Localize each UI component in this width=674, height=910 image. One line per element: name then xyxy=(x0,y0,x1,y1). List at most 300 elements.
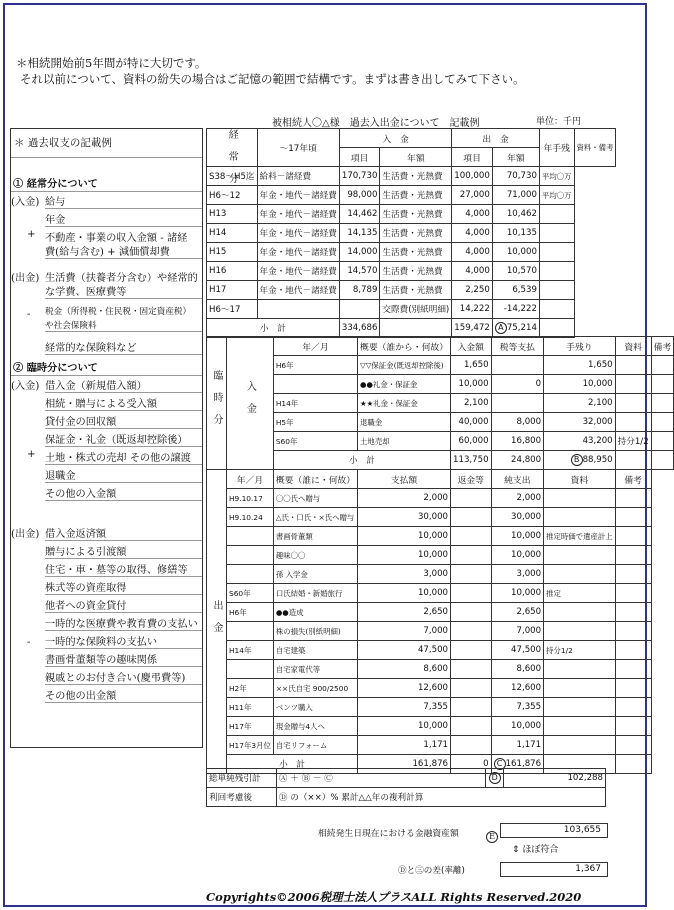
desc-cell: ベンツ購入 xyxy=(273,698,357,717)
note-cell xyxy=(539,300,574,319)
amount-cell: 8,600 xyxy=(358,660,451,679)
tax-cell: 0 xyxy=(491,375,544,394)
amount-cell: 2,650 xyxy=(358,603,451,622)
temp-in-item: 土地・株式の売却 その他の譲渡 xyxy=(45,449,202,465)
note-cell xyxy=(615,584,651,603)
net-cell: 10,000 xyxy=(544,375,616,394)
return-cell xyxy=(451,717,492,736)
out-item-cell: 生活費・光熱費 xyxy=(380,281,452,300)
in-col-header: 年／月 xyxy=(273,337,357,356)
temp-in-item: 相続・贈与による受入額 xyxy=(45,395,202,411)
doc-cell: 推定時価で遺産計上 xyxy=(544,527,616,546)
net-cell: 3,000 xyxy=(491,565,544,584)
note-cell xyxy=(539,262,574,281)
regular-row xyxy=(207,186,616,205)
net-cell: 10,000 xyxy=(491,546,544,565)
sheet-title: 被相続人〇△様 過去入出金について 記載例 xyxy=(272,118,480,129)
date-cell: H17年 xyxy=(227,717,274,736)
date-cell xyxy=(227,660,274,679)
amount-cell: 12,600 xyxy=(358,679,451,698)
out-amount-cell: 14,222 xyxy=(452,300,493,319)
out-amount-cell: 4,000 xyxy=(452,262,493,281)
desc-cell: 孫 入学金 xyxy=(273,565,357,584)
note-cell xyxy=(651,413,674,432)
empty-cell xyxy=(615,451,651,470)
temp-out-row xyxy=(207,527,674,546)
date-cell: H11年 xyxy=(227,698,274,717)
amount-cell: 10,000 xyxy=(358,584,451,603)
out-amount-cell: 4,000 xyxy=(452,224,493,243)
desc-cell: 〇〇氏へ贈与 xyxy=(273,489,357,508)
out-amount-cell: 100,000 xyxy=(452,167,493,186)
temp-out-item: 親戚とのお付き合い(慶弔費等) xyxy=(45,669,202,685)
temp-out-row xyxy=(207,603,674,622)
out-col-header: 返金等 xyxy=(451,470,492,489)
example-legend-panel xyxy=(10,128,203,748)
doc-cell xyxy=(544,736,616,755)
out-mark-1: (出金) xyxy=(11,273,40,284)
doc-cell: 持分1/2 xyxy=(544,641,616,660)
regular-subtotal-out: 159,472 xyxy=(452,319,493,338)
note-cell xyxy=(651,356,674,375)
temp-out-row xyxy=(207,736,674,755)
out-col-header: 年／月 xyxy=(227,470,274,489)
regular-row xyxy=(207,300,616,319)
doc-cell xyxy=(544,679,616,698)
net-cell: -14,222 xyxy=(492,300,539,319)
note-cell xyxy=(615,489,651,508)
temp-in-item: 借入金（新規借入額） xyxy=(45,377,202,393)
temp-in-item: 退職金 xyxy=(45,467,202,483)
doc-cell xyxy=(544,698,616,717)
amount-cell: 10,000 xyxy=(358,546,451,565)
temp-out-subtotal-label: 小 計 xyxy=(227,755,358,774)
in-item-cell: 年金・地代－諸経費 xyxy=(257,205,339,224)
temp-out-row xyxy=(207,489,674,508)
net-cell: 30,000 xyxy=(491,508,544,527)
out-amount-cell: 27,000 xyxy=(452,186,493,205)
net-cell: 47,500 xyxy=(491,641,544,660)
desc-cell: 書画骨董類 xyxy=(273,527,357,546)
note-cell xyxy=(615,660,651,679)
regular-table xyxy=(206,128,616,338)
note-header: 資料・備考 xyxy=(574,129,616,167)
amount-cell: 10,000 xyxy=(358,717,451,736)
date-cell: H9.10.17 xyxy=(227,489,274,508)
date-cell: H14年 xyxy=(273,394,357,413)
mark-b: B xyxy=(571,454,583,466)
net-header: 年手残 xyxy=(539,129,574,167)
in-amount-cell: 14,135 xyxy=(339,224,380,243)
temp-out-row xyxy=(207,622,674,641)
net-cell: 10,000 xyxy=(491,717,544,736)
temp-out-row xyxy=(207,660,674,679)
period-cell: H16 xyxy=(207,262,258,281)
note-cell xyxy=(615,603,651,622)
date-cell: H6年 xyxy=(227,603,274,622)
mark-c: C xyxy=(494,758,506,770)
doc-cell: 推定 xyxy=(544,584,616,603)
regular-row xyxy=(207,243,616,262)
after-yield-formula: Ⓓ の（××）% 累計△△年の複利計算 xyxy=(276,788,605,807)
doc-cell xyxy=(544,717,616,736)
return-cell xyxy=(451,679,492,698)
temp-out-row xyxy=(207,717,674,736)
in-item-header: 項目 xyxy=(339,148,380,167)
out-item-cell: 生活費・光熱費 xyxy=(380,186,452,205)
legend-heading: ＊ 過去収支の記載例 xyxy=(14,137,112,149)
return-cell xyxy=(451,622,492,641)
difference-label: Ⓓと㊂の差(率離) xyxy=(398,866,465,876)
date-cell: S60年 xyxy=(227,584,274,603)
temp-out-subtotal-return: 0 xyxy=(451,755,492,774)
amount-cell: 2,100 xyxy=(451,394,492,413)
net-cell: 70,730 xyxy=(492,167,539,186)
out-amount-cell: 2,250 xyxy=(452,281,493,300)
temp-in-row xyxy=(207,432,674,451)
period-cell: H15 xyxy=(207,243,258,262)
return-cell xyxy=(451,508,492,527)
plus-sign: + xyxy=(27,229,36,240)
temp-in-row xyxy=(207,413,674,432)
regular-out-item: 経常的な保険料など xyxy=(45,339,202,355)
desc-cell: 自宅家電代等 xyxy=(273,660,357,679)
temp-out-row xyxy=(207,508,674,527)
return-cell xyxy=(451,698,492,717)
minus-sign: - xyxy=(27,309,31,320)
return-cell xyxy=(451,660,492,679)
note-cell xyxy=(615,679,651,698)
date-cell xyxy=(273,375,357,394)
temp-out-item: 借入金返済額 xyxy=(45,525,202,541)
temp-out-row xyxy=(207,584,674,603)
date-cell: H5年 xyxy=(273,413,357,432)
period-cell: H13 xyxy=(207,205,258,224)
net-cell: 10,462 xyxy=(492,205,539,224)
minus-sign: - xyxy=(27,637,31,648)
temp-in-subtotal-amount: 113,750 xyxy=(451,451,492,470)
desc-cell: 退職金 xyxy=(358,413,451,432)
temp-out-item: 他者への資金貸付 xyxy=(45,597,202,613)
amount-cell: 7,000 xyxy=(358,622,451,641)
note-cell xyxy=(615,641,651,660)
net-cell: 32,000 xyxy=(544,413,616,432)
temp-out-row xyxy=(207,679,674,698)
in-amount-cell xyxy=(339,300,380,319)
regular-row xyxy=(207,281,616,300)
in-amount-cell: 14,462 xyxy=(339,205,380,224)
tax-cell xyxy=(491,356,544,375)
temp-out-item: その他の出金額 xyxy=(45,687,202,703)
section-temporary: ② 臨時分について xyxy=(13,362,98,374)
date-cell xyxy=(227,565,274,584)
out-amount-cell: 4,000 xyxy=(452,205,493,224)
date-cell xyxy=(227,546,274,565)
net-cell: 1,650 xyxy=(544,356,616,375)
desc-cell: 土地売却 xyxy=(358,432,451,451)
in-side-label: 入金 xyxy=(227,337,274,470)
total-simple-label: 総単純残引計 xyxy=(207,769,277,788)
return-cell xyxy=(451,584,492,603)
return-cell xyxy=(451,527,492,546)
return-cell xyxy=(451,565,492,584)
temp-out-subtotal-amount: 161,876 xyxy=(358,755,451,774)
amount-cell: 30,000 xyxy=(358,508,451,527)
in-col-header: 備考 xyxy=(651,337,674,356)
doc-cell: 持分1/2 xyxy=(615,432,651,451)
note-cell xyxy=(615,508,651,527)
temp-out-item: 一時的な医療費や教育費の支払い xyxy=(45,615,202,631)
desc-cell: ●●造成 xyxy=(273,603,357,622)
net-cell: 12,600 xyxy=(491,679,544,698)
temporary-table xyxy=(206,336,674,774)
empty-cell xyxy=(615,755,651,774)
in-col-header: 概要（誰から・何故） xyxy=(358,337,451,356)
return-cell xyxy=(451,641,492,660)
regular-in-item: 給与 xyxy=(45,193,202,209)
regular-row xyxy=(207,205,616,224)
out-amount-header: 年額 xyxy=(492,148,539,167)
out-item-cell: 生活費・光熱費 xyxy=(380,167,452,186)
amount-cell: 60,000 xyxy=(451,432,492,451)
in-col-header: 手残り xyxy=(544,337,616,356)
regular-in-item: 不動産・事業の収入金額 - 諸経 xyxy=(45,233,188,244)
out-item-cell: 生活費・光熱費 xyxy=(380,243,452,262)
date-cell xyxy=(227,527,274,546)
period-cell: H6～17 xyxy=(207,300,258,319)
mark-e: E xyxy=(486,831,498,843)
total-formula: Ⓐ ＋ Ⓑ － Ⓒ xyxy=(276,769,485,788)
mark-a: A xyxy=(495,322,507,334)
doc-cell xyxy=(544,489,616,508)
amount-cell: 1,171 xyxy=(358,736,451,755)
note-cell xyxy=(615,546,651,565)
out-col-header: 資料 xyxy=(544,470,616,489)
desc-cell: 自宅リフォーム xyxy=(273,736,357,755)
temp-in-row xyxy=(207,356,674,375)
note-line-1: ＊相続開始前5年間が特に大切です。 xyxy=(16,56,207,70)
regular-out-item: や社会保険料 xyxy=(45,319,202,332)
in-amount-cell: 8,789 xyxy=(339,281,380,300)
in-item-cell: 年金・地代－諸経費 xyxy=(257,243,339,262)
doc-cell xyxy=(544,622,616,641)
empty-cell xyxy=(651,451,674,470)
net-cell: 1,171 xyxy=(491,736,544,755)
regular-out-item: な学費、医療費等 xyxy=(45,283,202,299)
in-mark-1: (入金) xyxy=(11,197,40,208)
amount-cell: 7,355 xyxy=(358,698,451,717)
net-cell: 43,200 xyxy=(544,432,616,451)
period-cell: H14 xyxy=(207,224,258,243)
temp-in-item: 保証金・礼金（既返却控除後） xyxy=(45,431,202,447)
mark-d: D xyxy=(489,772,501,784)
net-cell: 6,539 xyxy=(492,281,539,300)
out-col-header: 概要（誰に・何故） xyxy=(273,470,357,489)
period-cell: S38～H5迄 xyxy=(207,167,258,186)
out-item-cell: 生活費・光熱費 xyxy=(380,224,452,243)
return-cell xyxy=(451,603,492,622)
regular-row xyxy=(207,262,616,281)
desc-cell: ▽▽保証金(既返却控除後) xyxy=(358,356,451,375)
note-cell xyxy=(615,698,651,717)
period-cell: H17 xyxy=(207,281,258,300)
in-amount-header: 年額 xyxy=(380,148,452,167)
temp-in-row xyxy=(207,375,674,394)
note-cell xyxy=(615,527,651,546)
amount-cell: 10,000 xyxy=(358,527,451,546)
doc-cell xyxy=(615,394,651,413)
temp-out-item: 書画骨董類等の趣味関係 xyxy=(45,651,202,667)
copyright: Copyrights©2006税理士法人プラスALL Rights Reserved.2020 xyxy=(206,890,582,904)
mark-e-wrap xyxy=(486,824,498,843)
in-col-header: 資料 xyxy=(615,337,651,356)
in-amount-cell: 98,000 xyxy=(339,186,380,205)
in-amount-cell: 14,570 xyxy=(339,262,380,281)
in-item-cell: 年金・地代－諸経費 xyxy=(257,281,339,300)
temp-out-item: 一時的な保険料の支払い xyxy=(45,633,202,649)
in-item-cell xyxy=(257,300,339,319)
temp-out-row xyxy=(207,641,674,660)
regular-in-item: 費(給与含む) + 減価償却費 xyxy=(45,243,202,259)
net-cell: 10,000 xyxy=(492,243,539,262)
doc-cell xyxy=(615,375,651,394)
note-cell xyxy=(651,375,674,394)
in-col-header: 税等支払 xyxy=(491,337,544,356)
temp-in-item: その他の入金額 xyxy=(45,485,202,501)
temp-in-row xyxy=(207,394,674,413)
amount-cell: 47,500 xyxy=(358,641,451,660)
note-line-2: それ以前について、資料の紛失の場合はご記憶の範囲で結構です。まずは書き出してみて下さい。 xyxy=(20,72,525,86)
after-yield-label: 利回考慮後 xyxy=(207,788,277,807)
temp-out-row xyxy=(207,546,674,565)
in-amount-cell: 14,000 xyxy=(339,243,380,262)
regular-row xyxy=(207,167,616,186)
out-col-header: 支払額 xyxy=(358,470,451,489)
tax-cell: 8,000 xyxy=(491,413,544,432)
temp-out-item: 株式等の資産取得 xyxy=(45,579,202,595)
approx-match: ⇕ ほぼ符合 xyxy=(512,845,559,855)
tax-cell: 16,800 xyxy=(491,432,544,451)
out-col-header: 備考 xyxy=(615,470,651,489)
net-cell: 71,000 xyxy=(492,186,539,205)
note-cell xyxy=(615,622,651,641)
return-cell xyxy=(451,546,492,565)
net-cell: 7,355 xyxy=(491,698,544,717)
financial-assets-label: 相続発生日現在における金融資産額 xyxy=(318,829,459,839)
out-item-cell: 交際費(別紙明細) xyxy=(380,300,452,319)
desc-cell: △氏・口氏・×氏へ贈与 xyxy=(273,508,357,527)
doc-cell xyxy=(615,356,651,375)
financial-assets-value: 103,655 xyxy=(500,823,608,838)
regular-subtotal-label: 小 計 xyxy=(207,319,340,338)
regular-in-item: 年金 xyxy=(45,211,202,227)
out-header: 出 金 xyxy=(452,129,540,148)
note-cell xyxy=(615,565,651,584)
temp-in-subtotal-tax: 24,800 xyxy=(491,451,544,470)
desc-cell: ●●礼金・保証金 xyxy=(358,375,451,394)
out-item-cell: 生活費・光熱費 xyxy=(380,205,452,224)
section-regular: ① 経常分について xyxy=(13,178,98,190)
note-cell xyxy=(651,432,674,451)
out-amount-cell: 4,000 xyxy=(452,243,493,262)
doc-cell xyxy=(544,660,616,679)
temporary-side-label: 臨時分 xyxy=(207,337,227,470)
net-cell: 8,600 xyxy=(491,660,544,679)
net-cell: 7,000 xyxy=(491,622,544,641)
amount-cell: 1,650 xyxy=(451,356,492,375)
regular-subtotal-in: 334,686 xyxy=(339,319,380,338)
return-cell xyxy=(451,489,492,508)
temp-out-item: 住宅・車・墓等の取得、修繕等 xyxy=(45,561,202,577)
net-cell: 2,650 xyxy=(491,603,544,622)
out-item-header: 項目 xyxy=(452,148,493,167)
date-cell: S60年 xyxy=(273,432,357,451)
date-cell xyxy=(227,622,274,641)
regular-out-item: 生活費（扶養者分含む）や経常的 xyxy=(45,273,198,284)
net-cell: 10,000 xyxy=(491,584,544,603)
date-cell: H2年 xyxy=(227,679,274,698)
date-cell: H17年3月位 xyxy=(227,736,274,755)
temp-in-item: 貸付金の回収額 xyxy=(45,413,202,429)
doc-cell xyxy=(544,603,616,622)
date-cell: H14年 xyxy=(227,641,274,660)
out-col-header: 純支出 xyxy=(491,470,544,489)
unit-label: 単位：千円 xyxy=(536,117,582,127)
doc-cell xyxy=(544,546,616,565)
temp-in-subtotal-net: B 88,950 xyxy=(544,451,616,470)
note-cell xyxy=(539,205,574,224)
net-cell: 10,135 xyxy=(492,224,539,243)
in-header: 入 金 xyxy=(339,129,451,148)
in-item-cell: 年金・地代－諸経費 xyxy=(257,262,339,281)
amount-cell: 3,000 xyxy=(358,565,451,584)
doc-cell xyxy=(615,413,651,432)
note-cell xyxy=(539,243,574,262)
in-item-cell: 給料－諸経費 xyxy=(257,167,339,186)
date-cell: H9.10.24 xyxy=(227,508,274,527)
out-item-cell: 生活費・光熱費 xyxy=(380,262,452,281)
desc-cell: ★★礼金・保証金 xyxy=(358,394,451,413)
period-cell: H6～12 xyxy=(207,186,258,205)
date-cell: H6年 xyxy=(273,356,357,375)
desc-cell: 株の損失(別紙明細) xyxy=(273,622,357,641)
out-side-label: 出金 xyxy=(207,470,227,774)
tax-cell xyxy=(491,394,544,413)
note-cell xyxy=(615,717,651,736)
temp-out-item: 贈与による引渡額 xyxy=(45,543,202,559)
regular-subtotal-net: A 75,214 xyxy=(492,319,539,338)
difference-value: 1,367 xyxy=(500,862,608,877)
in-item-cell: 年金・地代－諸経費 xyxy=(257,224,339,243)
net-cell: 10,570 xyxy=(492,262,539,281)
in-item-cell: 年金・地代－諸経費 xyxy=(257,186,339,205)
doc-cell xyxy=(544,508,616,527)
return-cell xyxy=(451,736,492,755)
note-cell: 平均〇万 xyxy=(539,186,574,205)
in-col-header: 入金額 xyxy=(451,337,492,356)
temp-in-subtotal-label: 小 計 xyxy=(273,451,450,470)
temp-out-row xyxy=(207,565,674,584)
amount-cell: 10,000 xyxy=(451,375,492,394)
regular-side-label: 経常分 xyxy=(207,129,258,167)
desc-cell: 現金贈与4人へ xyxy=(273,717,357,736)
temp-out-subtotal-net: C 161,876 xyxy=(491,755,544,774)
note-cell xyxy=(539,224,574,243)
desc-cell: 自宅建築 xyxy=(273,641,357,660)
desc-cell: ××氏自宅 900/2500 xyxy=(273,679,357,698)
out-mark-2: (出金) xyxy=(11,529,40,540)
regular-row xyxy=(207,224,616,243)
